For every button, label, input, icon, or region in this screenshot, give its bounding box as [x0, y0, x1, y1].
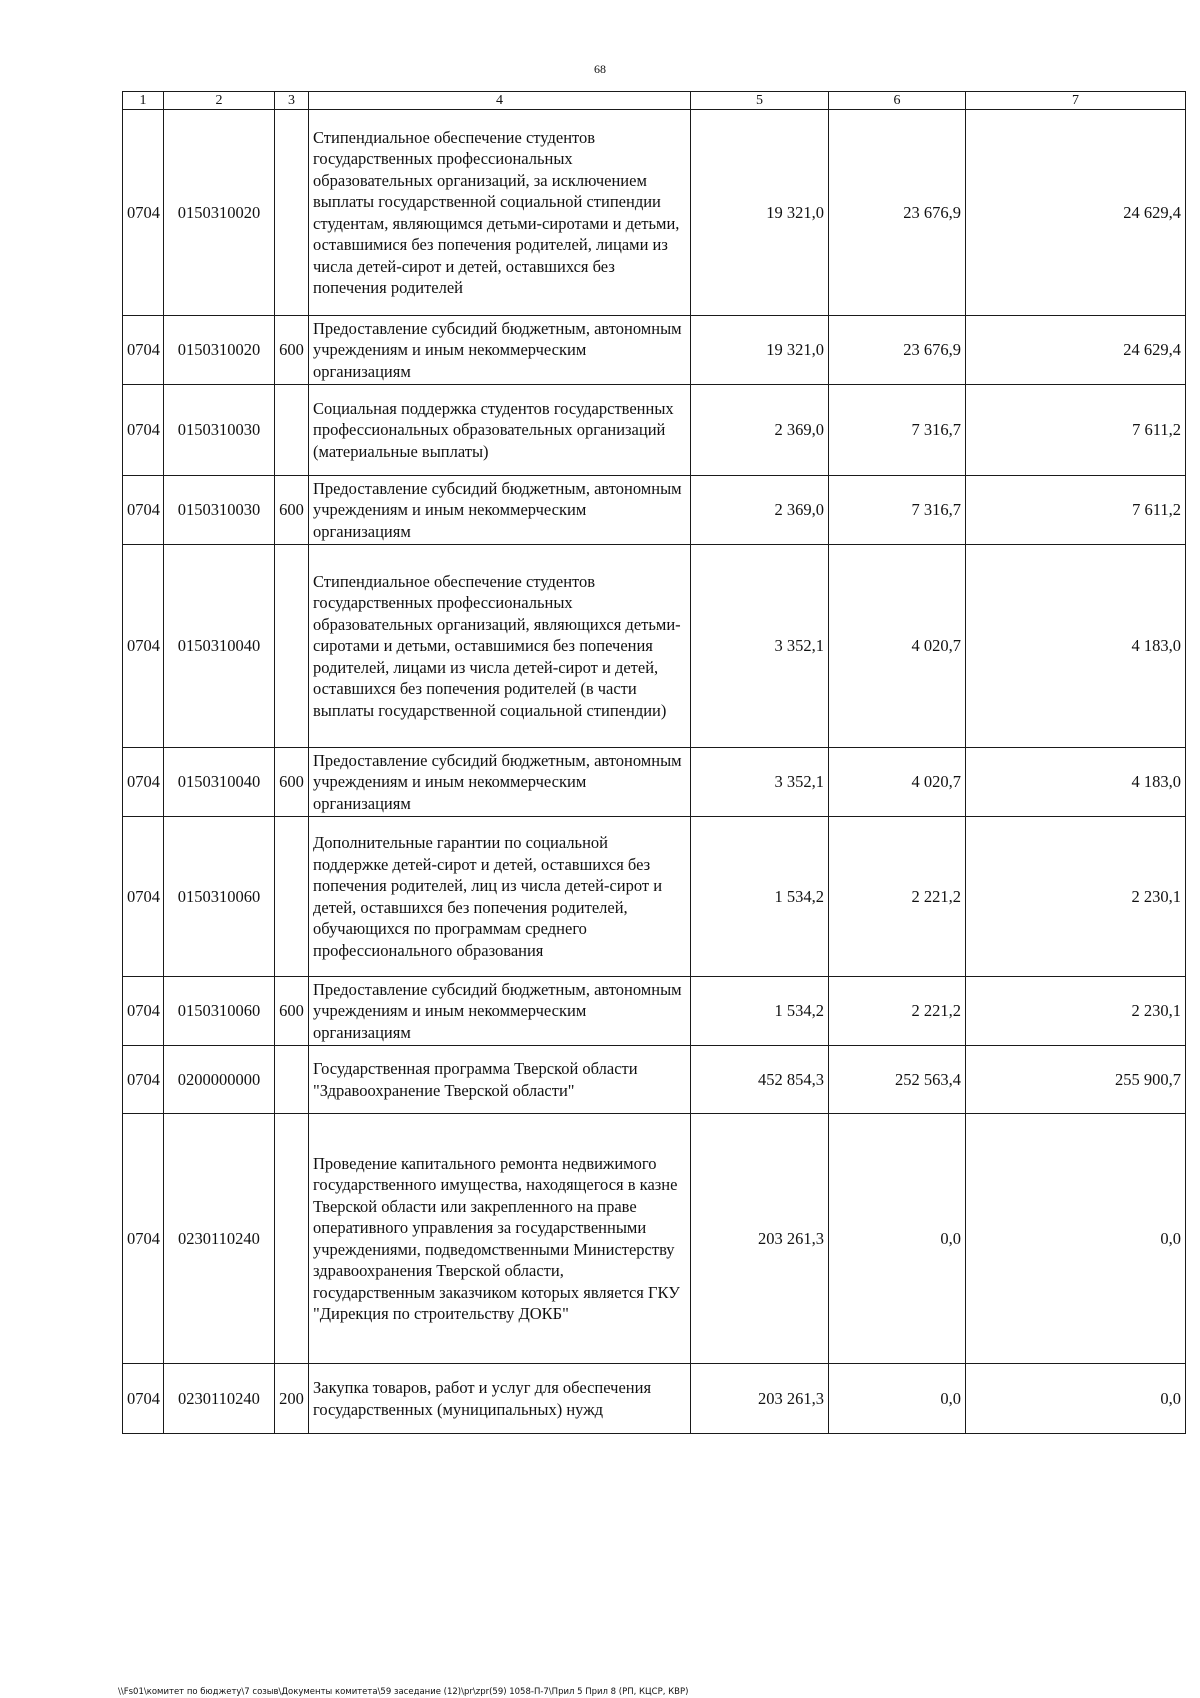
razdel-cell: 0704: [123, 1114, 164, 1364]
razdel-cell: 0704: [123, 1364, 164, 1434]
razdel-cell: 0704: [123, 977, 164, 1046]
name-cell: Предоставление субсидий бюджетным, автономным учреждениям и иным некоммерческим организациям: [309, 476, 691, 545]
vr-cell: [275, 1046, 309, 1114]
name-cell: Государственная программа Тверской области "Здравоохранение Тверской области": [309, 1046, 691, 1114]
razdel-cell: 0704: [123, 545, 164, 748]
year3-cell: 255 900,7: [966, 1046, 1186, 1114]
razdel-cell: 0704: [123, 316, 164, 385]
year1-cell: 1 534,2: [691, 977, 829, 1046]
vr-cell: [275, 1114, 309, 1364]
name-cell: Проведение капитального ремонта недвижимого государственного имущества, находящегося в казне Тверской области или закрепленного на праве оперативного управления за государственными учреждениями, подведомственными Министерству здравоохранения Тверской области, государственным заказчиком которых является ГКУ "Дирекция по строительству ДОКБ": [309, 1114, 691, 1364]
year3-cell: 7 611,2: [966, 385, 1186, 476]
csr-cell: 0150310030: [164, 476, 275, 545]
table-row: [123, 316, 1186, 385]
page-number: 68: [594, 62, 606, 76]
header-col-6: 6: [829, 92, 966, 110]
year3-cell: 24 629,4: [966, 316, 1186, 385]
table-row: [123, 817, 1186, 977]
header-col-5: 5: [691, 92, 829, 110]
year1-cell: 3 352,1: [691, 545, 829, 748]
year2-cell: 7 316,7: [829, 385, 966, 476]
year3-cell: 0,0: [966, 1114, 1186, 1364]
year1-cell: 3 352,1: [691, 748, 829, 817]
year2-cell: 23 676,9: [829, 316, 966, 385]
year3-cell: 4 183,0: [966, 748, 1186, 817]
csr-cell: 0150310040: [164, 545, 275, 748]
footer-file-path: \\Fs01\комитет по бюджету\7 созыв\Документы комитета\59 заседание (12)\pr\zpr(59) 1058-П-7\Прил 5 Прил 8 (РП, КЦСР, КВР): [118, 1687, 689, 1697]
name-cell: Социальная поддержка студентов государственных профессиональных образовательных организаций (материальные выплаты): [309, 385, 691, 476]
vr-cell: [275, 817, 309, 977]
csr-cell: 0150310020: [164, 110, 275, 316]
year2-cell: 4 020,7: [829, 545, 966, 748]
name-cell: Предоставление субсидий бюджетным, автономным учреждениям и иным некоммерческим организациям: [309, 977, 691, 1046]
header-col-2: 2: [164, 92, 275, 110]
year1-cell: 203 261,3: [691, 1364, 829, 1434]
year1-cell: 452 854,3: [691, 1046, 829, 1114]
year3-cell: 2 230,1: [966, 977, 1186, 1046]
vr-cell: [275, 385, 309, 476]
razdel-cell: 0704: [123, 817, 164, 977]
table-row: [123, 110, 1186, 316]
name-cell: Стипендиальное обеспечение студентов государственных профессиональных образовательных организаций, за исключением выплаты государственной социальной стипендии студентам, являющимся детьми-сиротами и детьми, оставшимися без попечения родителей, лицами из числа детей-сирот и детей, оставшихся без попечения родителей: [309, 110, 691, 316]
name-cell: Дополнительные гарантии по социальной поддержке детей-сирот и детей, оставшихся без попечения родителей, лиц из числа детей-сирот и детей, оставшихся без попечения родителей, обучающихся по программам среднего профессионального образования: [309, 817, 691, 977]
vr-cell: [275, 110, 309, 316]
table-row: [123, 1114, 1186, 1364]
year2-cell: 23 676,9: [829, 110, 966, 316]
header-col-7: 7: [966, 92, 1186, 110]
csr-cell: 0230110240: [164, 1114, 275, 1364]
name-cell: Закупка товаров, работ и услуг для обеспечения государственных (муниципальных) нужд: [309, 1364, 691, 1434]
header-col-3: 3: [275, 92, 309, 110]
razdel-cell: 0704: [123, 748, 164, 817]
table-row: [123, 748, 1186, 817]
year3-cell: 2 230,1: [966, 817, 1186, 977]
vr-cell: 600: [275, 316, 309, 385]
year1-cell: 2 369,0: [691, 385, 829, 476]
year1-cell: 1 534,2: [691, 817, 829, 977]
table-row: [123, 977, 1186, 1046]
year1-cell: 19 321,0: [691, 110, 829, 316]
razdel-cell: 0704: [123, 1046, 164, 1114]
table-row: [123, 476, 1186, 545]
csr-cell: 0150310030: [164, 385, 275, 476]
table-row: [123, 1046, 1186, 1114]
year3-cell: 4 183,0: [966, 545, 1186, 748]
vr-cell: 200: [275, 1364, 309, 1434]
table-row: [123, 385, 1186, 476]
year3-cell: 0,0: [966, 1364, 1186, 1434]
razdel-cell: 0704: [123, 385, 164, 476]
vr-cell: 600: [275, 748, 309, 817]
name-cell: Стипендиальное обеспечение студентов государственных профессиональных образовательных организаций, являющихся детьми-сиротами и детьми, оставшимися без попечения родителей, лицами из числа детей-сирот и детей, оставшихся без попечения родителей (в части выплаты государственной социальной стипендии): [309, 545, 691, 748]
csr-cell: 0150310040: [164, 748, 275, 817]
year2-cell: 0,0: [829, 1114, 966, 1364]
year3-cell: 7 611,2: [966, 476, 1186, 545]
csr-cell: 0200000000: [164, 1046, 275, 1114]
year1-cell: 2 369,0: [691, 476, 829, 545]
budget-table: [122, 91, 1186, 1434]
table-row: [123, 1364, 1186, 1434]
razdel-cell: 0704: [123, 110, 164, 316]
year2-cell: 0,0: [829, 1364, 966, 1434]
name-cell: Предоставление субсидий бюджетным, автономным учреждениям и иным некоммерческим организациям: [309, 316, 691, 385]
year3-cell: 24 629,4: [966, 110, 1186, 316]
year2-cell: 2 221,2: [829, 977, 966, 1046]
csr-cell: 0150310060: [164, 817, 275, 977]
name-cell: Предоставление субсидий бюджетным, автономным учреждениям и иным некоммерческим организациям: [309, 748, 691, 817]
csr-cell: 0230110240: [164, 1364, 275, 1434]
vr-cell: 600: [275, 476, 309, 545]
table-row: [123, 545, 1186, 748]
vr-cell: [275, 545, 309, 748]
header-col-4: 4: [309, 92, 691, 110]
razdel-cell: 0704: [123, 476, 164, 545]
year1-cell: 203 261,3: [691, 1114, 829, 1364]
year2-cell: 2 221,2: [829, 817, 966, 977]
csr-cell: 0150310060: [164, 977, 275, 1046]
year2-cell: 7 316,7: [829, 476, 966, 545]
header-row: [123, 92, 1186, 110]
year2-cell: 252 563,4: [829, 1046, 966, 1114]
header-col-1: 1: [123, 92, 164, 110]
vr-cell: 600: [275, 977, 309, 1046]
csr-cell: 0150310020: [164, 316, 275, 385]
year1-cell: 19 321,0: [691, 316, 829, 385]
year2-cell: 4 020,7: [829, 748, 966, 817]
